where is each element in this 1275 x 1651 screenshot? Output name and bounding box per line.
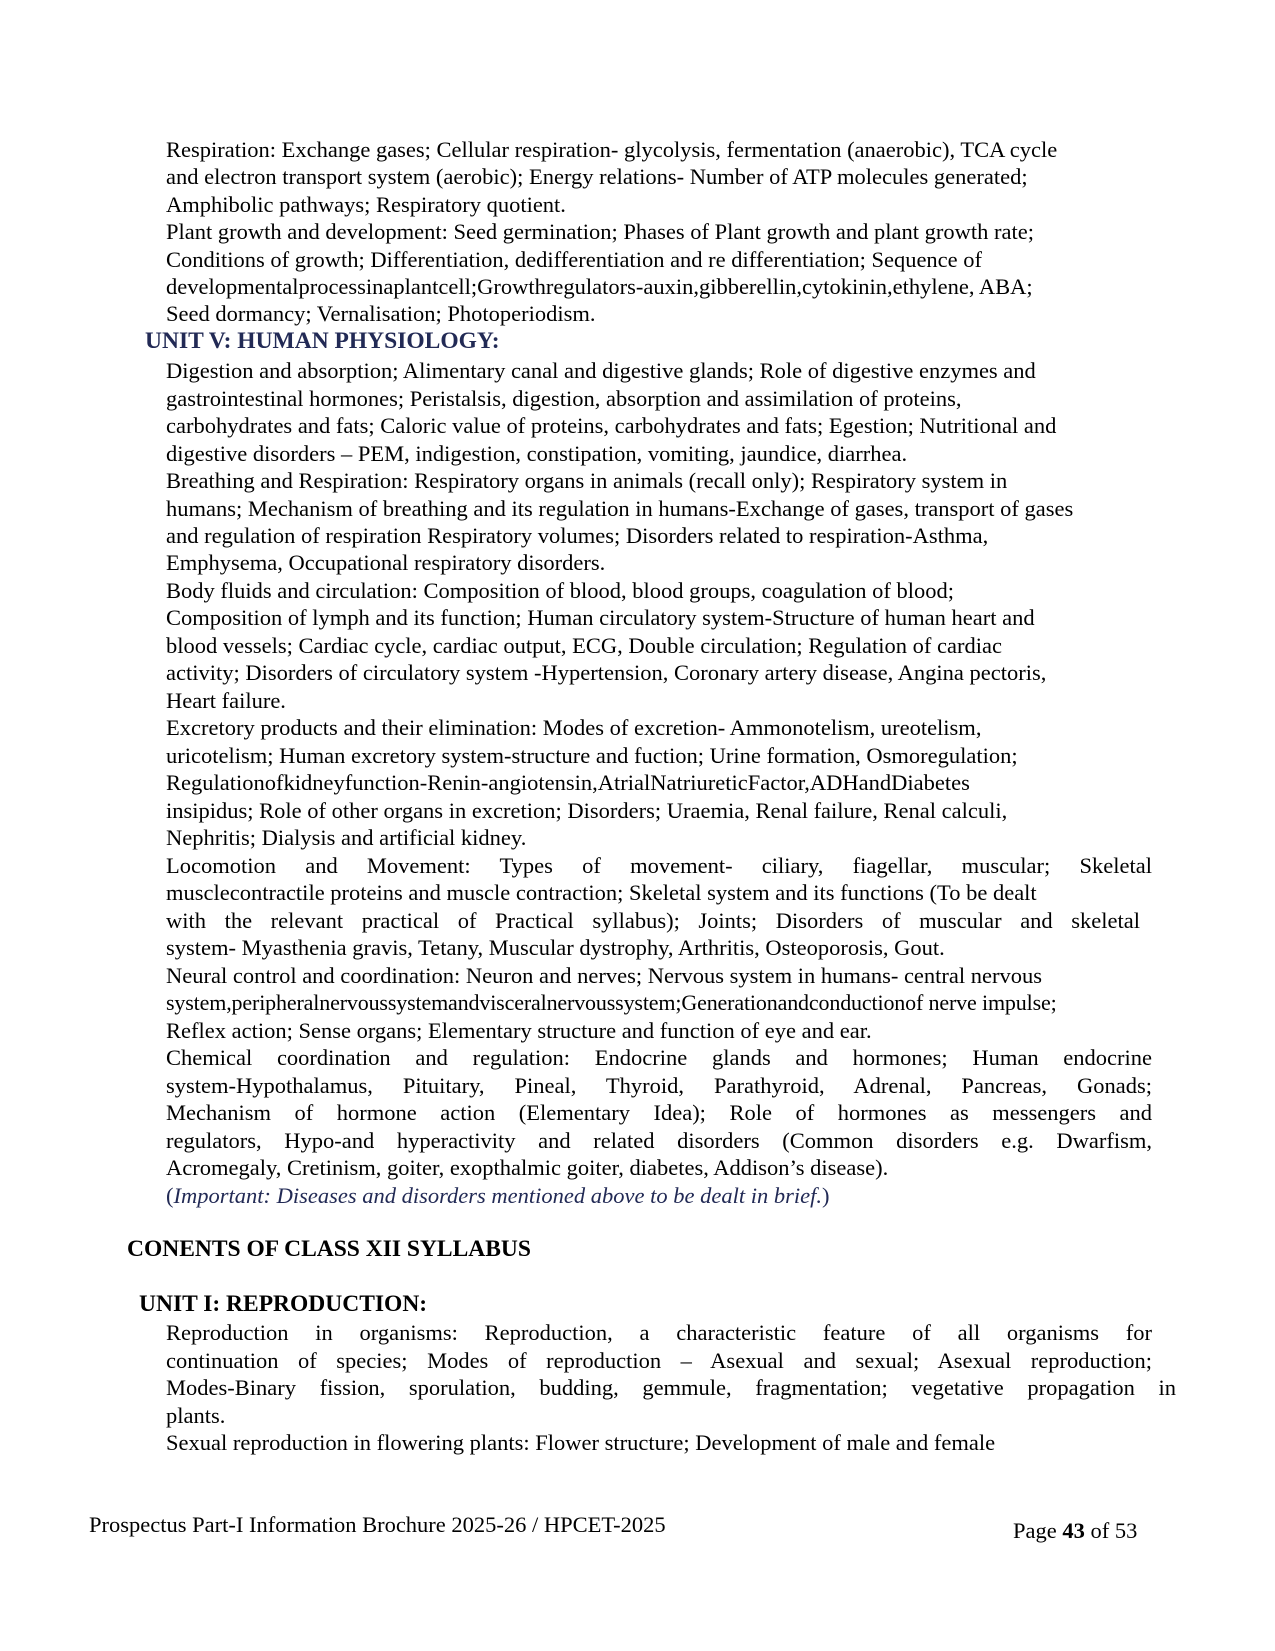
text-line: system,peripheralnervoussystemandvisceralnervoussystem;Generationandconductionof nerve impulse; (166, 990, 1057, 1015)
text-line: regulators, Hypo-and hyperactivity and related disorders (Common disorders e.g. Dwarfism, (166, 1128, 1152, 1153)
text-line: Chemical coordination and regulation: Endocrine glands and hormones; Human endocrine (166, 1045, 1152, 1070)
text-line: Composition of lymph and its function; Human circulatory system-Structure of human heart and (166, 605, 1035, 630)
text-line: humans; Mechanism of breathing and its regulation in humans-Exchange of gases, transport of gases (166, 496, 1074, 521)
text-line: Regulationofkidneyfunction-Renin-angiotensin,AtrialNatriureticFactor,ADHandDiabetes (166, 770, 970, 795)
section-heading: CONENTS OF CLASS XII SYLLABUS (127, 1236, 531, 1262)
text-line: Conditions of growth; Differentiation, dedifferentiation and re differentiation; Sequence of (166, 247, 983, 272)
text-line: Nephritis; Dialysis and artificial kidney. (166, 825, 527, 850)
important-note: (Important: Diseases and disorders mentioned above to be dealt in brief.) (166, 1183, 830, 1208)
text-line: Plant growth and development: Seed germination; Phases of Plant growth and plant growth rate; (166, 219, 1034, 244)
text-line: Modes-Binary fission, sporulation, budding, gemmule, fragmentation; vegetative propagation in (166, 1375, 1176, 1400)
text-line: Mechanism of hormone action (Elementary Idea); Role of hormones as messengers and (166, 1100, 1152, 1125)
text-line: carbohydrates and fats; Caloric value of proteins, carbohydrates and fats; Egestion; Nutritional and (166, 413, 1057, 438)
page-number: Page 43 of 53 (1013, 1518, 1138, 1543)
text-line: plants. (166, 1403, 226, 1428)
text-line: Emphysema, Occupational respiratory disorders. (166, 550, 606, 575)
text-line: developmentalprocessinaplantcell;Growthregulators-auxin,gibberellin,cytokinin,ethylene, ABA; (166, 274, 1033, 299)
text-line: with the relevant practical of Practical syllabus); Joints; Disorders of muscular and skeletal (166, 908, 1140, 933)
text-line: system-Hypothalamus, Pituitary, Pineal, Thyroid, Parathyroid, Adrenal, Pancreas, Gonads; (166, 1073, 1152, 1098)
text-line: gastrointestinal hormones; Peristalsis, digestion, absorption and assimilation of proteins, (166, 386, 962, 411)
text-line: Neural control and coordination: Neuron and nerves; Nervous system in humans- central nervous (166, 963, 1043, 988)
text-line: Respiration: Exchange gases; Cellular respiration- glycolysis, fermentation (anaerobic), TCA cycle (166, 137, 1058, 162)
text-line: continuation of species; Modes of reproduction – Asexual and sexual; Asexual reproduction; (166, 1348, 1152, 1373)
text-line: Locomotion and Movement: Types of movement- ciliary, fiagellar, muscular; Skeletal (166, 853, 1152, 878)
text-line: Reflex action; Sense organs; Elementary structure and function of eye and ear. (166, 1018, 872, 1043)
text-line: Body fluids and circulation: Composition of blood, blood groups, coagulation of blood; (166, 578, 955, 603)
text-line: Seed dormancy; Vernalisation; Photoperiodism. (166, 301, 596, 326)
text-line: and regulation of respiration Respiratory volumes; Disorders related to respiration-Asthma, (166, 523, 989, 548)
text-line: Amphibolic pathways; Respiratory quotient. (166, 192, 566, 217)
footer-title: Prospectus Part-I Information Brochure 2025-26 / HPCET-2025 (89, 1512, 666, 1537)
text-line: Reproduction in organisms: Reproduction, a characteristic feature of all organisms for (166, 1320, 1152, 1345)
text-line: musclecontractile proteins and muscle contraction; Skeletal system and its functions (To be dealt (166, 880, 1037, 905)
text-line: and electron transport system (aerobic); Energy relations- Number of ATP molecules generated; (166, 164, 1028, 189)
text-line: Breathing and Respiration: Respiratory organs in animals (recall only); Respiratory system in (166, 468, 1008, 493)
text-line: blood vessels; Cardiac cycle, cardiac output, ECG, Double circulation; Regulation of cardiac (166, 633, 1002, 658)
text-line: Excretory products and their elimination: Modes of excretion- Ammonotelism, ureotelism, (166, 715, 982, 740)
text-line: Heart failure. (166, 688, 286, 713)
text-line: insipidus; Role of other organs in excretion; Disorders; Uraemia, Renal failure, Renal calculi, (166, 798, 1008, 823)
text-line: uricotelism; Human excretory system-structure and fuction; Urine formation, Osmoregulation; (166, 743, 1018, 768)
unit-heading: UNIT I: REPRODUCTION: (139, 1291, 428, 1317)
text-line: activity; Disorders of circulatory system -Hypertension, Coronary artery disease, Angina pectoris, (166, 660, 1047, 685)
text-line: system- Myasthenia gravis, Tetany, Muscular dystrophy, Arthritis, Osteoporosis, Gout. (166, 935, 945, 960)
unit-heading: UNIT V: HUMAN PHYSIOLOGY: (145, 328, 500, 354)
text-line: digestive disorders – PEM, indigestion, constipation, vomiting, jaundice, diarrhea. (166, 441, 908, 466)
text-line: Sexual reproduction in flowering plants: Flower structure; Development of male and female (166, 1430, 996, 1455)
text-line: Acromegaly, Cretinism, goiter, exopthalmic goiter, diabetes, Addison’s disease). (166, 1155, 889, 1180)
text-line: Digestion and absorption; Alimentary canal and digestive glands; Role of digestive enzymes and (166, 358, 1036, 383)
